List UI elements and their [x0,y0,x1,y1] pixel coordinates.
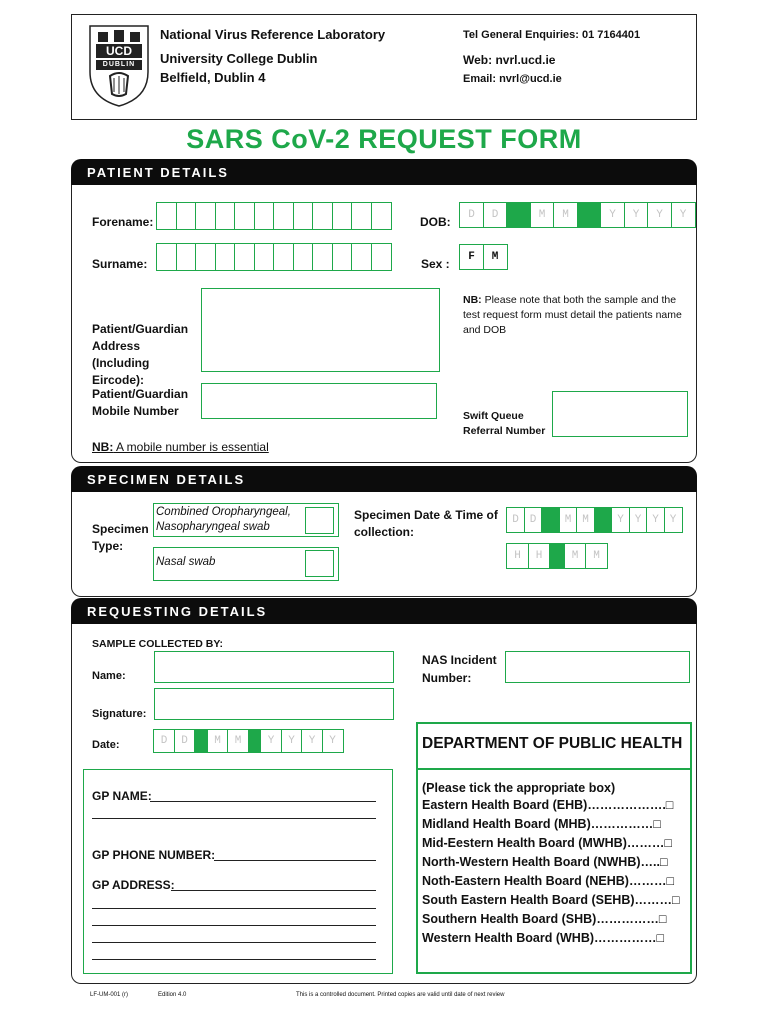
gp-phone-label: GP PHONE NUMBER: [92,848,216,862]
board-sehb[interactable] [422,893,684,912]
board-ehb[interactable] [422,798,684,817]
board-mwhb-checkbox[interactable]: ………□ [626,836,672,850]
surname-cells[interactable] [156,243,390,271]
board-nwhb[interactable] [422,855,684,874]
nas-incident-label: NAS Incident Number: [422,653,497,685]
footer-edition: Edition 4.0 [158,992,187,998]
university-name: University College Dublin [160,51,318,66]
board-shb-label: Southern Health Board (SHB) [422,912,597,926]
dob-label: DOB: [420,215,451,229]
footer-code: LF-UM-001 (r) [90,992,129,998]
board-mhb[interactable] [422,817,684,836]
board-mhb-label: Midland Health Board (MHB) [422,817,591,831]
health-board-list [422,798,684,950]
gp-address-line-3[interactable] [92,925,376,926]
board-shb-checkbox[interactable]: ……………□ [596,912,667,926]
mobile-note-text: A mobile number is essential [113,440,269,454]
gp-address-line-5[interactable] [92,959,376,960]
request-date-cells[interactable]: D D M M Y Y Y Y [153,729,342,753]
board-nehb-checkbox[interactable]: ………□ [628,874,675,888]
swift-queue-input[interactable] [552,391,688,437]
sample-collected-by: SAMPLE COLLECTED BY: [92,638,224,650]
gp-address-label: GP ADDRESS: [92,878,175,892]
gp-name-label: GP NAME: [92,789,152,803]
sex-label: Sex : [421,257,450,271]
gp-name-line[interactable] [150,801,376,802]
web-address: Web: nvrl.ucd.ie [463,53,556,67]
signature-label: Signature: [92,708,147,720]
logo-text-top: UCD [106,44,132,58]
gp-address-line-1[interactable] [171,890,376,891]
board-nwhb-label: North-Western Health Board (NWHB) [422,855,641,869]
board-sehb-checkbox[interactable]: ………□ [634,893,680,907]
dob-note-text: Please note that both the sample and the test request form must detail the patients name and DOB [463,294,682,336]
dph-instruction: (Please tick the appropriate box) [422,781,616,795]
specimen-type-label: Specimen Type: [92,522,149,553]
sex-m-box[interactable]: M [483,244,508,270]
gp-address-line-4[interactable] [92,942,376,943]
mobile-label: Patient/Guardian Mobile Number [92,387,189,418]
nas-incident-input[interactable] [505,651,690,683]
gp-name-line-2[interactable] [92,818,376,819]
requesting-section-title: REQUESTING DETAILS [87,603,268,619]
sex-cells[interactable] [459,244,506,270]
option1-checkbox[interactable] [305,507,334,534]
collection-datetime-label: Specimen Date & Time of collection: [354,508,498,539]
dob-note [463,293,689,338]
dph-title: DEPARTMENT OF PUBLIC HEALTH [422,735,683,752]
board-ehb-checkbox[interactable]: ……………….□ [587,798,674,812]
board-sehb-label: South Eastern Health Board (SEHB) [422,893,635,907]
board-mwhb-label: Mid-Eestern Health Board (MWHB) [422,836,627,850]
address-input[interactable] [201,288,440,372]
board-mwhb[interactable] [422,836,684,855]
signature-input[interactable] [154,688,394,720]
name-label: Name: [92,670,126,682]
form-title: SARS CoV-2 REQUEST FORM [186,124,582,154]
specimen-section-title: SPECIMEN DETAILS [87,471,246,487]
date-label: Date: [92,739,120,751]
mobile-note [92,440,269,454]
patient-details-header [71,159,697,185]
board-ehb-label: Eastern Health Board (EHB) [422,798,588,812]
mobile-note-bold: NB: [92,440,114,454]
address-label: Patient/Guardian Address (Including Eircode): [92,322,189,387]
sex-f-box[interactable]: F [459,244,484,270]
collector-name-input[interactable] [154,651,394,683]
option1-label: Combined Oropharyngeal, Nasopharyngeal swab [156,506,291,533]
board-nehb-label: Noth-Eastern Health Board (NEHB) [422,874,629,888]
gp-phone-line[interactable] [214,860,376,861]
specimen-details-header [71,466,697,492]
option2-checkbox[interactable] [305,550,334,577]
collection-time-cells[interactable]: H H M M [506,543,607,569]
board-whb-checkbox[interactable]: ……………□ [594,931,665,945]
collection-date-cells[interactable]: D D M M Y Y Y Y [506,507,681,533]
forename-label: Forename: [92,215,154,229]
board-shb[interactable] [422,912,684,931]
board-nehb[interactable] [422,874,684,893]
logo-text-bottom: DUBLIN [102,61,136,68]
board-whb[interactable] [422,931,684,950]
requesting-details-header [71,598,697,624]
patient-section-title: PATIENT DETAILS [87,164,229,180]
lab-address: Belfield, Dublin 4 [160,70,266,85]
dob-cells[interactable]: D D M M Y Y Y Y [459,202,694,228]
mobile-input[interactable] [201,383,437,419]
ucd-logo [88,24,150,108]
surname-label: Surname: [92,257,148,271]
gp-address-line-2[interactable] [92,908,376,909]
board-mhb-checkbox[interactable]: ……………□ [590,817,661,831]
swift-queue-label: Swift Queue Referral Number [463,410,546,437]
dob-note-bold: NB: [463,294,482,306]
lab-name: National Virus Reference Laboratory [160,27,386,42]
email-address: Email: nvrl@ucd.ie [463,73,562,85]
board-whb-label: Western Health Board (WHB) [422,931,595,945]
option2-label: Nasal swab [156,556,216,568]
board-nwhb-checkbox[interactable]: …..□ [640,855,668,869]
forename-cells[interactable] [156,202,390,230]
tel-enquiries: Tel General Enquiries: 01 7164401 [463,29,641,41]
footer-notice: This is a controlled document. Printed copies are valid until date of next review [296,992,505,998]
